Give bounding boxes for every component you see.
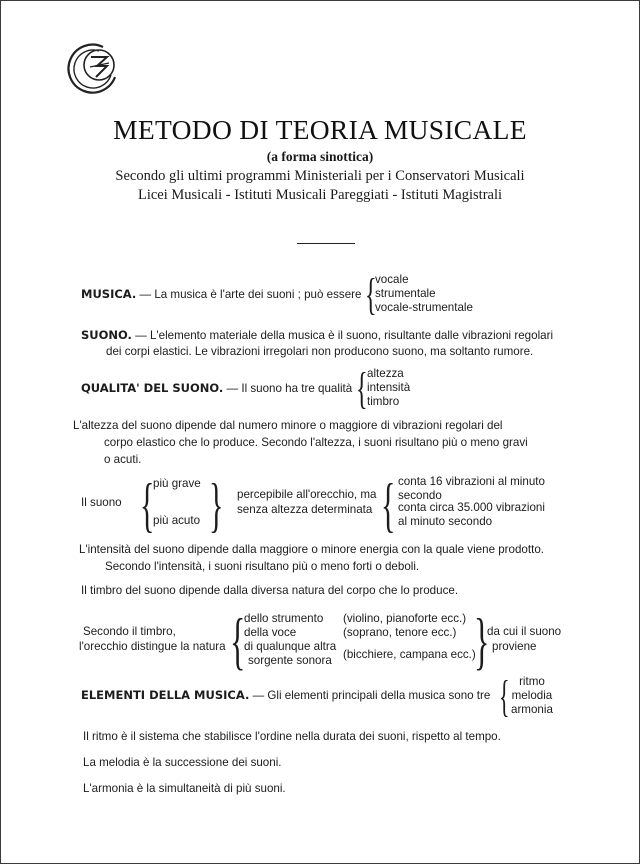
suono-heading: SUONO.: [81, 328, 132, 342]
suono-acuto: più acuto: [153, 514, 201, 527]
elementi-list: [511, 675, 553, 717]
musica-text: — La musica è l'arte dei suoni ; può essere: [139, 288, 362, 301]
brace-icon: {: [230, 605, 246, 676]
list-item: altezza: [367, 367, 404, 380]
qualita-heading: QUALITA' DEL SUONO.: [81, 381, 224, 395]
page-title: METODO DI TEORIA MUSICALE: [113, 114, 527, 145]
elementi-heading: ELEMENTI DELLA MUSICA.: [81, 688, 250, 702]
list-item: timbro: [367, 395, 400, 408]
brace-icon: {: [356, 364, 368, 413]
timbro-text: Il timbro del suono dipende dalla diversa natura del corpo che lo produce.: [81, 584, 459, 597]
suono-middle-2: senza altezza determinata: [237, 503, 373, 516]
elementi-definition: [81, 688, 490, 702]
suono-grave: più grave: [153, 477, 201, 490]
brace-icon: {: [365, 270, 377, 319]
melodia-definition: La melodia è la successione dei suoni.: [83, 756, 282, 769]
list-item: della voce: [244, 626, 297, 639]
suono-text-1: — L'elemento materiale della musica è il suono, risultante dalle vibrazioni regolari: [135, 329, 554, 342]
armonia-definition: L'armonia è la simultaneità di più suoni.: [83, 782, 286, 795]
suono-middle-1: percepibile all'orecchio, ma: [237, 488, 377, 501]
musica-definition: [81, 287, 361, 301]
suono-definition: [81, 328, 553, 342]
list-item: di qualunque altra: [244, 640, 337, 653]
suono-text-2: dei corpi elastici. Le vibrazioni irregolari non producono suono, ma soltanto rumore.: [106, 345, 534, 358]
suono-right-top: [398, 475, 545, 503]
list-item: al minuto secondo: [398, 515, 493, 528]
altezza-text-2: corpo elastico che lo produce. Secondo l'altezza, i suoni risultano più o meno gravi: [104, 436, 528, 449]
list-item: intensità: [367, 381, 411, 394]
intensita-text-2: Secondo l'intensità, i suoni risultano più o meno forti o deboli.: [105, 560, 420, 573]
timbro-sources: [244, 612, 336, 668]
brace-icon: {: [381, 472, 396, 538]
list-item: dello strumento: [244, 612, 324, 625]
tagline-line-1: Secondo gli ultimi programmi Ministeriali per i Conservatori Musicali: [115, 168, 525, 184]
list-item: (bicchiere, campana ecc.): [343, 648, 476, 661]
timbro-result-2: proviene: [492, 640, 537, 653]
list-item: (soprano, tenore ecc.): [343, 626, 457, 639]
page-subtitle: (a forma sinottica): [266, 149, 374, 164]
list-item: vocale: [375, 273, 409, 286]
monogram-logo-icon: [63, 37, 123, 97]
divider-rule: [297, 243, 355, 244]
qualita-list: [367, 367, 410, 409]
elementi-text: — Gli elementi principali della musica sono tre: [252, 689, 491, 702]
list-item: conta circa 35.000 vibrazioni: [398, 501, 545, 514]
altezza-text-3: o acuti.: [104, 453, 142, 466]
ritmo-definition: Il ritmo è il sistema che stabilisce l'ordine nella durata dei suoni, rispetto al tempo.: [83, 730, 501, 743]
qualita-definition: [81, 381, 352, 395]
suono-right-bottom: [398, 501, 545, 529]
timbro-label-2: l'orecchio distingue la natura: [79, 640, 226, 653]
list-item: sorgente sonora: [248, 654, 332, 667]
brace-close-icon: }: [474, 605, 490, 676]
list-item: melodia: [511, 689, 553, 702]
brace-close-icon: }: [209, 472, 224, 538]
brace-icon: {: [499, 672, 510, 721]
musica-list: [375, 273, 473, 315]
tagline-line-2: Licei Musicali - Istituti Musicali Pareggiati - Istituti Magistrali: [137, 187, 503, 203]
intensita-text-1: L'intensità del suono dipende dalla maggiore o minore energia con la quale viene prodotto.: [79, 543, 544, 556]
list-item: vocale-strumentale: [375, 301, 473, 314]
timbro-result-1: da cui il suono: [487, 625, 562, 638]
timbro-examples: [343, 612, 476, 662]
list-item: secondo: [398, 489, 442, 502]
list-item: ritmo: [519, 675, 545, 688]
list-item: armonia: [511, 703, 553, 716]
qualita-text: — Il suono ha tre qualità: [226, 382, 353, 395]
musica-heading: MUSICA.: [81, 287, 137, 301]
altezza-text-1: L'altezza del suono dipende dal numero minore o maggiore di vibrazioni regolari del: [73, 419, 503, 432]
list-item: conta 16 vibrazioni al minuto: [398, 475, 545, 488]
list-item: (violino, pianoforte ecc.): [343, 612, 467, 625]
list-item: strumentale: [375, 287, 436, 300]
timbro-label-1: Secondo il timbro,: [83, 625, 176, 638]
brace-icon: {: [140, 472, 155, 538]
suono-table-label: Il suono: [81, 496, 122, 509]
